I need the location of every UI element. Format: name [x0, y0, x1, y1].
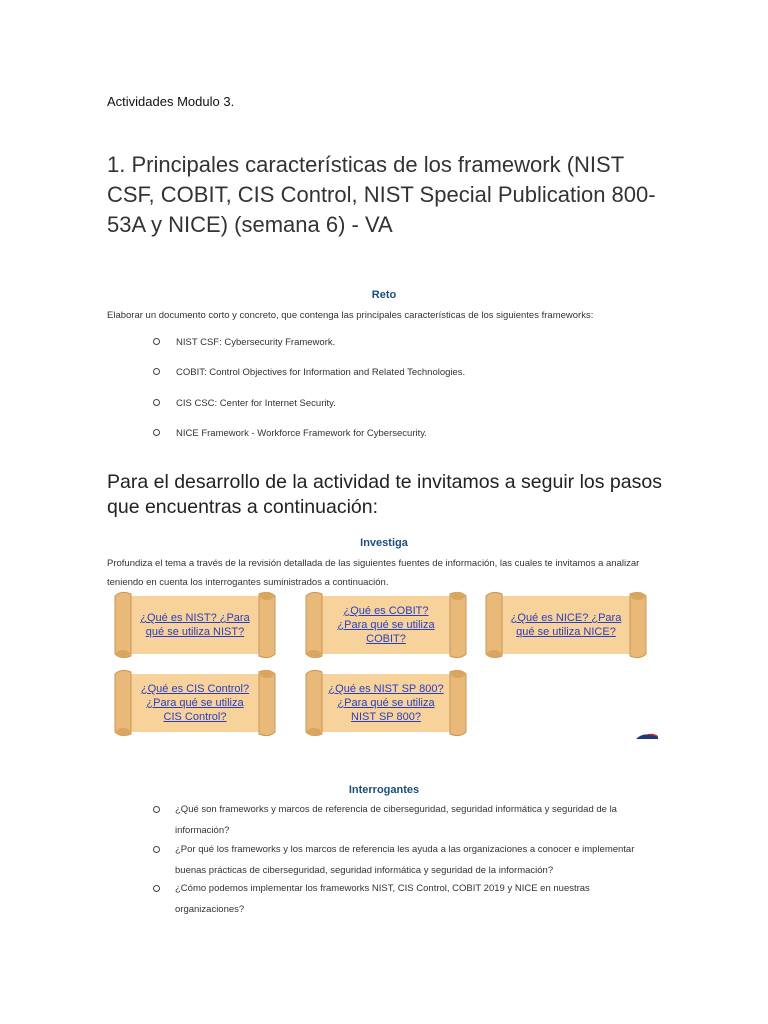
- scroll-link-label[interactable]: ¿Qué es COBIT? ¿Para qué se utiliza COBIT?: [337, 605, 435, 645]
- scroll-link-nist-sp-800[interactable]: [302, 668, 470, 738]
- list-item: COBIT: Control Objectives for Information and Related Technologies.: [153, 367, 465, 378]
- interrogantes-heading: Interrogantes: [348, 784, 420, 796]
- page-title: 1. Principales características de los framework (NIST CSF, COBIT, CIS Control, NIST Special Publication 800-53A y NICE) (semana 6) - VA: [107, 152, 656, 237]
- list-item: ¿Por qué los frameworks y los marcos de referencia les ayuda a las organizaciones a conocer e implementar buenas prácticas de ciberseguridad, seguridad informática y seguridad de la información?: [153, 839, 653, 881]
- list-item: ¿Cómo podemos implementar los frameworks NIST, CIS Control, COBIT 2019 y NICE en nuestras organizaciones?: [153, 878, 653, 920]
- investiga-heading: Investiga: [360, 537, 408, 549]
- hollow-circle-icon: [153, 368, 160, 375]
- list-item: NICE Framework - Workforce Framework for Cybersecurity.: [153, 428, 427, 439]
- scroll-link-cis-control[interactable]: [111, 668, 279, 738]
- hollow-circle-icon: [153, 806, 160, 813]
- document-label: Actividades Modulo 3.: [107, 94, 235, 109]
- reto-intro: Elaborar un documento corto y concreto, que contenga las principales características de los siguientes frameworks:: [107, 310, 594, 321]
- scroll-link-nist[interactable]: [111, 590, 279, 660]
- hollow-circle-icon: [153, 429, 160, 436]
- reto-heading: Reto: [371, 289, 397, 301]
- scroll-link-label[interactable]: ¿Qué es NICE? ¿Para qué se utiliza NICE?: [510, 612, 622, 638]
- list-item: CIS CSC: Center for Internet Security.: [153, 398, 336, 409]
- list-item: NIST CSF: Cybersecurity Framework.: [153, 337, 335, 348]
- scroll-link-label[interactable]: ¿Qué es NIST? ¿Para qué se utiliza NIST?: [140, 612, 250, 638]
- scroll-link-cobit[interactable]: [302, 590, 470, 660]
- scroll-link-label[interactable]: ¿Qué es CIS Control? ¿Para qué se utiliza CIS Control?: [140, 683, 250, 723]
- scroll-link-nice[interactable]: [482, 590, 650, 660]
- investiga-intro: Profundiza el tema a través de la revisión detallada de las siguientes fuentes de información, las cuales te invitamos a analizar teniendo en cuenta los interrogantes suministrados a continuación.: [107, 558, 640, 588]
- partial-logo-icon: [636, 731, 658, 739]
- steps-title: Para el desarrollo de la actividad te invitamos a seguir los pasos que encuentras a continuación:: [107, 471, 662, 518]
- hollow-circle-icon: [153, 338, 160, 345]
- hollow-circle-icon: [153, 885, 160, 892]
- hollow-circle-icon: [153, 399, 160, 406]
- scroll-link-label[interactable]: ¿Qué es NIST SP 800? ¿Para qué se utiliza NIST SP 800?: [328, 683, 444, 723]
- hollow-circle-icon: [153, 846, 160, 853]
- list-item: ¿Qué son frameworks y marcos de referencia de ciberseguridad, seguridad informática y seguridad de la información?: [153, 799, 653, 841]
